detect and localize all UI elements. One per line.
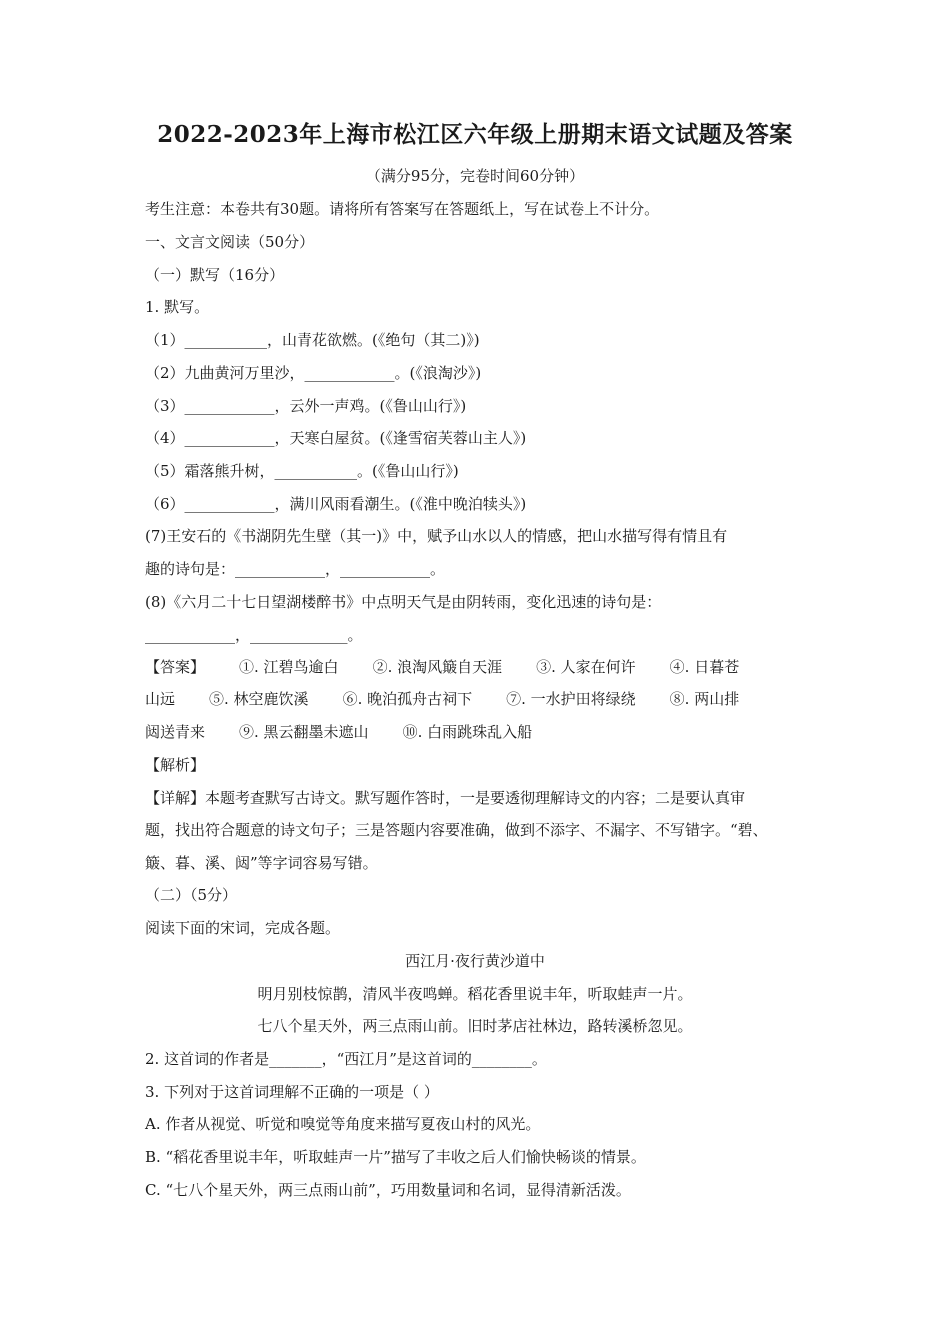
- answer-item: ⑩. 白雨跳珠乱入船: [402, 723, 533, 741]
- detail-explanation: 【详解】本题考查默写古诗文。默写题作答时，一是要透彻理解诗文的内容；二是要认真审: [145, 789, 746, 807]
- question-1-item: （4）____________，天寒白屋贫。(《逢雪宿芙蓉山主人》): [145, 429, 527, 447]
- answer-item: ⑥. 晚泊孤舟古祠下: [342, 690, 473, 708]
- answer-item: 闼送青来: [145, 723, 206, 741]
- question-1-item: （1）___________，山青花欲燃。(《绝句（其二)》): [145, 331, 480, 349]
- answer-row: [145, 689, 815, 709]
- question-1-item-8-cont: ____________，_____________。: [145, 626, 363, 644]
- part-heading: （二）（5分）: [145, 886, 238, 904]
- answer-item: ③. 人家在何许: [536, 658, 636, 676]
- question-1-item: （2）九曲黄河万里沙，____________。(《浪淘沙》): [145, 364, 482, 382]
- analysis-label: 【解析】: [145, 756, 206, 774]
- question-1-item-8: (8)《六月二十七日望湖楼醉书》中点明天气是由阴转雨，变化迅速的诗句是：: [145, 593, 662, 611]
- question-2: 2. 这首词的作者是_______，“西江月”是这首词的________。: [145, 1050, 547, 1068]
- question-1-item: （5）霜落熊升树，___________。(《鲁山山行》): [145, 462, 459, 480]
- option-c: C. “七八个星天外，两三点雨山前”，巧用数量词和名词，显得清新活泼。: [145, 1181, 631, 1199]
- section-heading: 一、文言文阅读（50分）: [145, 233, 315, 251]
- poem-line: 明月别枝惊鹊，清风半夜鸣蝉。稻花香里说丰年，听取蛙声一片。: [257, 985, 693, 1003]
- question-3: 3. 下列对于这首词理解不正确的一项是（ ）: [145, 1083, 439, 1101]
- poem-line: 七八个星天外，两三点雨山前。旧时茅店社林边，路转溪桥忽见。: [257, 1017, 693, 1035]
- exam-notice: 考生注意：本卷共有30题。请将所有答案写在答题纸上，写在试卷上不计分。: [145, 200, 660, 218]
- answer-item: ⑦. 一水护田将绿绕: [506, 690, 636, 708]
- question-1-item: （3）____________，云外一声鸡。(《鲁山山行》): [145, 397, 467, 415]
- question-1: 1. 默写。: [145, 298, 210, 316]
- answer-row: [145, 657, 815, 677]
- answer-label: 【答案】: [145, 658, 206, 676]
- detail-explanation: 题，找出符合题意的诗文句子；三是答题内容要准确，做到不添字、不漏字、不写错字。“碧、: [145, 821, 768, 839]
- answer-item: ⑧. 两山排: [669, 690, 740, 708]
- option-a: A. 作者从视觉、听觉和嗅觉等角度来描写夏夜山村的风光。: [145, 1115, 541, 1133]
- answer-item: ④. 日暮苍: [669, 658, 740, 676]
- answer-item: 山远: [145, 690, 176, 708]
- page-title: 2022-2023年上海市松江区六年级上册期末语文试题及答案: [157, 121, 793, 148]
- answer-item: ⑤. 林空鹿饮溪: [209, 690, 309, 708]
- poem-title: 西江月·夜行黄沙道中: [405, 952, 545, 970]
- answer-item: ⑨. 黑云翻墨未遮山: [239, 723, 369, 741]
- part-instruction: 阅读下面的宋词，完成各题。: [145, 919, 341, 937]
- answer-item: ①. 江碧鸟逾白: [239, 658, 339, 676]
- question-1-item-7-cont: 趣的诗句是：____________，____________。: [145, 560, 446, 578]
- detail-explanation: 簸、暮、溪、闼”等字词容易写错。: [145, 854, 378, 872]
- exam-subtitle: （满分95分，完卷时间60分钟）: [365, 167, 585, 185]
- answer-item: ②. 浪淘风簸自天涯: [372, 658, 503, 676]
- question-1-item: （6）____________，满川风雨看潮生。(《淮中晚泊犊头》): [145, 495, 527, 513]
- question-1-item-7: (7)王安石的《书湖阴先生壁（其一)》中，赋予山水以人的情感，把山水描写得有情且有: [145, 527, 728, 545]
- part-heading: （一）默写（16分）: [145, 266, 285, 284]
- answer-row: [145, 722, 815, 742]
- option-b: B. “稻花香里说丰年，听取蛙声一片”描写了丰收之后人们愉快畅谈的情景。: [145, 1148, 646, 1166]
